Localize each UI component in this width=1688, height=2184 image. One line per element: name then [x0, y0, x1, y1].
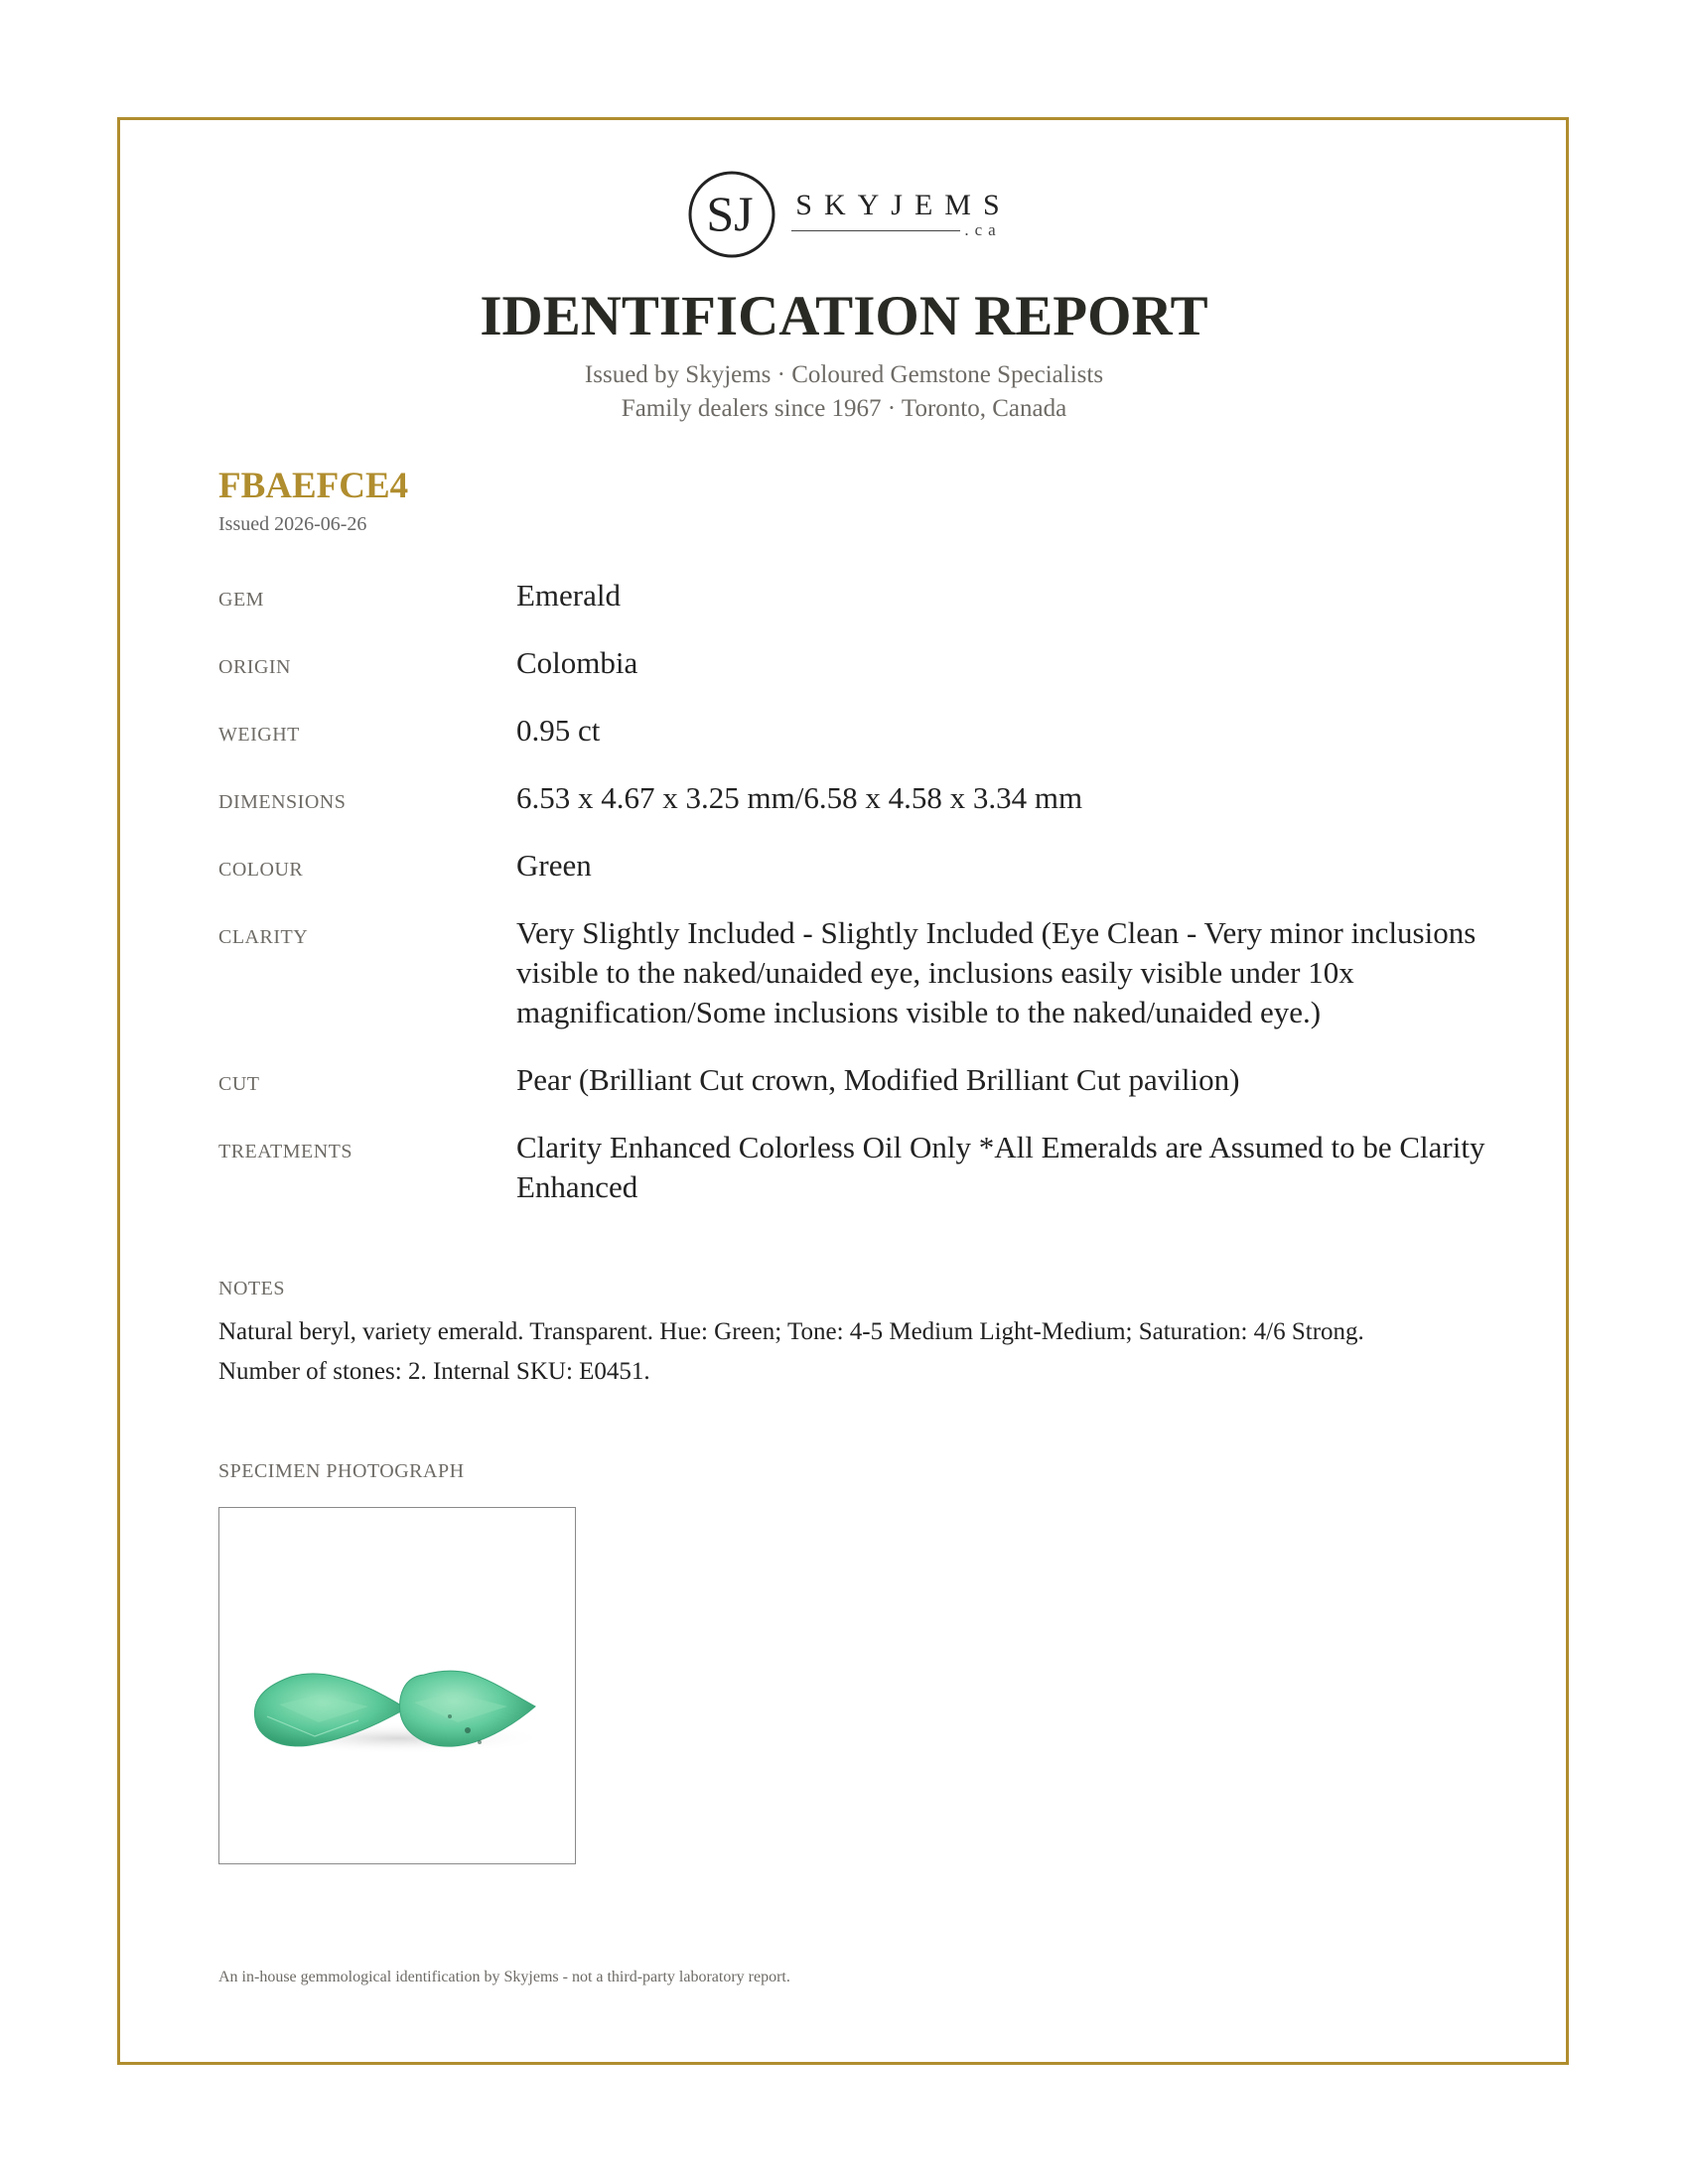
field-label: CUT — [218, 1073, 260, 1095]
field-row-colour — [218, 846, 1509, 886]
monogram-logo-icon — [686, 169, 777, 260]
field-label: GEM — [218, 589, 264, 611]
field-label: ORIGIN — [218, 656, 291, 678]
field-label: CLARITY — [218, 926, 309, 948]
brand-name: SKYJEMS — [795, 189, 1012, 221]
field-value: Clarity Enhanced Colorless Oil Only *All Emeralds are Assumed to be Clarity Enhanced — [516, 1130, 1485, 1204]
brand-logo — [0, 165, 1688, 264]
field-value: 6.53 x 4.67 x 3.25 mm/6.58 x 4.58 x 3.34 mm — [516, 780, 1083, 815]
report-fields — [218, 576, 1509, 1235]
field-row-treatments — [218, 1128, 1509, 1207]
issued-date: Issued 2026-06-26 — [218, 513, 367, 535]
report-subtitle-line2: Family dealers since 1967 · Toronto, Canada — [621, 395, 1067, 422]
field-value: Pear (Brilliant Cut crown, Modified Brilliant Cut pavilion) — [516, 1062, 1240, 1097]
report-subtitle-line1: Issued by Skyjems · Coloured Gemstone Specialists — [584, 361, 1104, 388]
specimen-photo — [218, 1507, 576, 1864]
photo-label: SPECIMEN PHOTOGRAPH — [218, 1460, 465, 1482]
notes-label: NOTES — [218, 1278, 285, 1299]
report-title: IDENTIFICATION REPORT — [480, 285, 1208, 347]
field-label: TREATMENTS — [218, 1141, 352, 1162]
field-value: Colombia — [516, 645, 638, 680]
report-id: FBAEFCE4 — [218, 466, 409, 506]
field-row-cut — [218, 1060, 1509, 1100]
field-value: Very Slightly Included - Slightly Included (Eye Clean - Very minor inclusions visible to the naked/unaided eye, inclusions easily visible under 10x magnification/Some inclusions visible to the naked/unaided eye.) — [516, 915, 1477, 1029]
field-row-weight — [218, 711, 1509, 751]
brand-rule — [791, 230, 960, 231]
field-value: Emerald — [516, 578, 622, 613]
notes-text: Natural beryl, variety emerald. Transparent. Hue: Green; Tone: 4-5 Medium Light-Medium; Saturation: 4/6 Strong. Number of stones: 2. Internal SKU: E0451. — [218, 1318, 1364, 1385]
field-value: 0.95 ct — [516, 713, 601, 748]
field-row-origin — [218, 643, 1509, 683]
field-row-clarity — [218, 913, 1509, 1032]
field-label: WEIGHT — [218, 724, 300, 746]
monogram-text: SJ — [706, 186, 754, 241]
field-row-dimensions — [218, 778, 1509, 818]
emerald-pair-icon — [219, 1508, 574, 1862]
brand-suffix-row — [791, 221, 1001, 239]
field-label: DIMENSIONS — [218, 791, 347, 813]
field-label: COLOUR — [218, 859, 304, 881]
footer-disclaimer: An in-house gemmological identification by Skyjems - not a third-party laboratory report. — [218, 1969, 790, 1985]
field-value: Green — [516, 848, 592, 883]
brand-suffix: .ca — [964, 220, 1002, 239]
field-row-gem — [218, 576, 1509, 615]
